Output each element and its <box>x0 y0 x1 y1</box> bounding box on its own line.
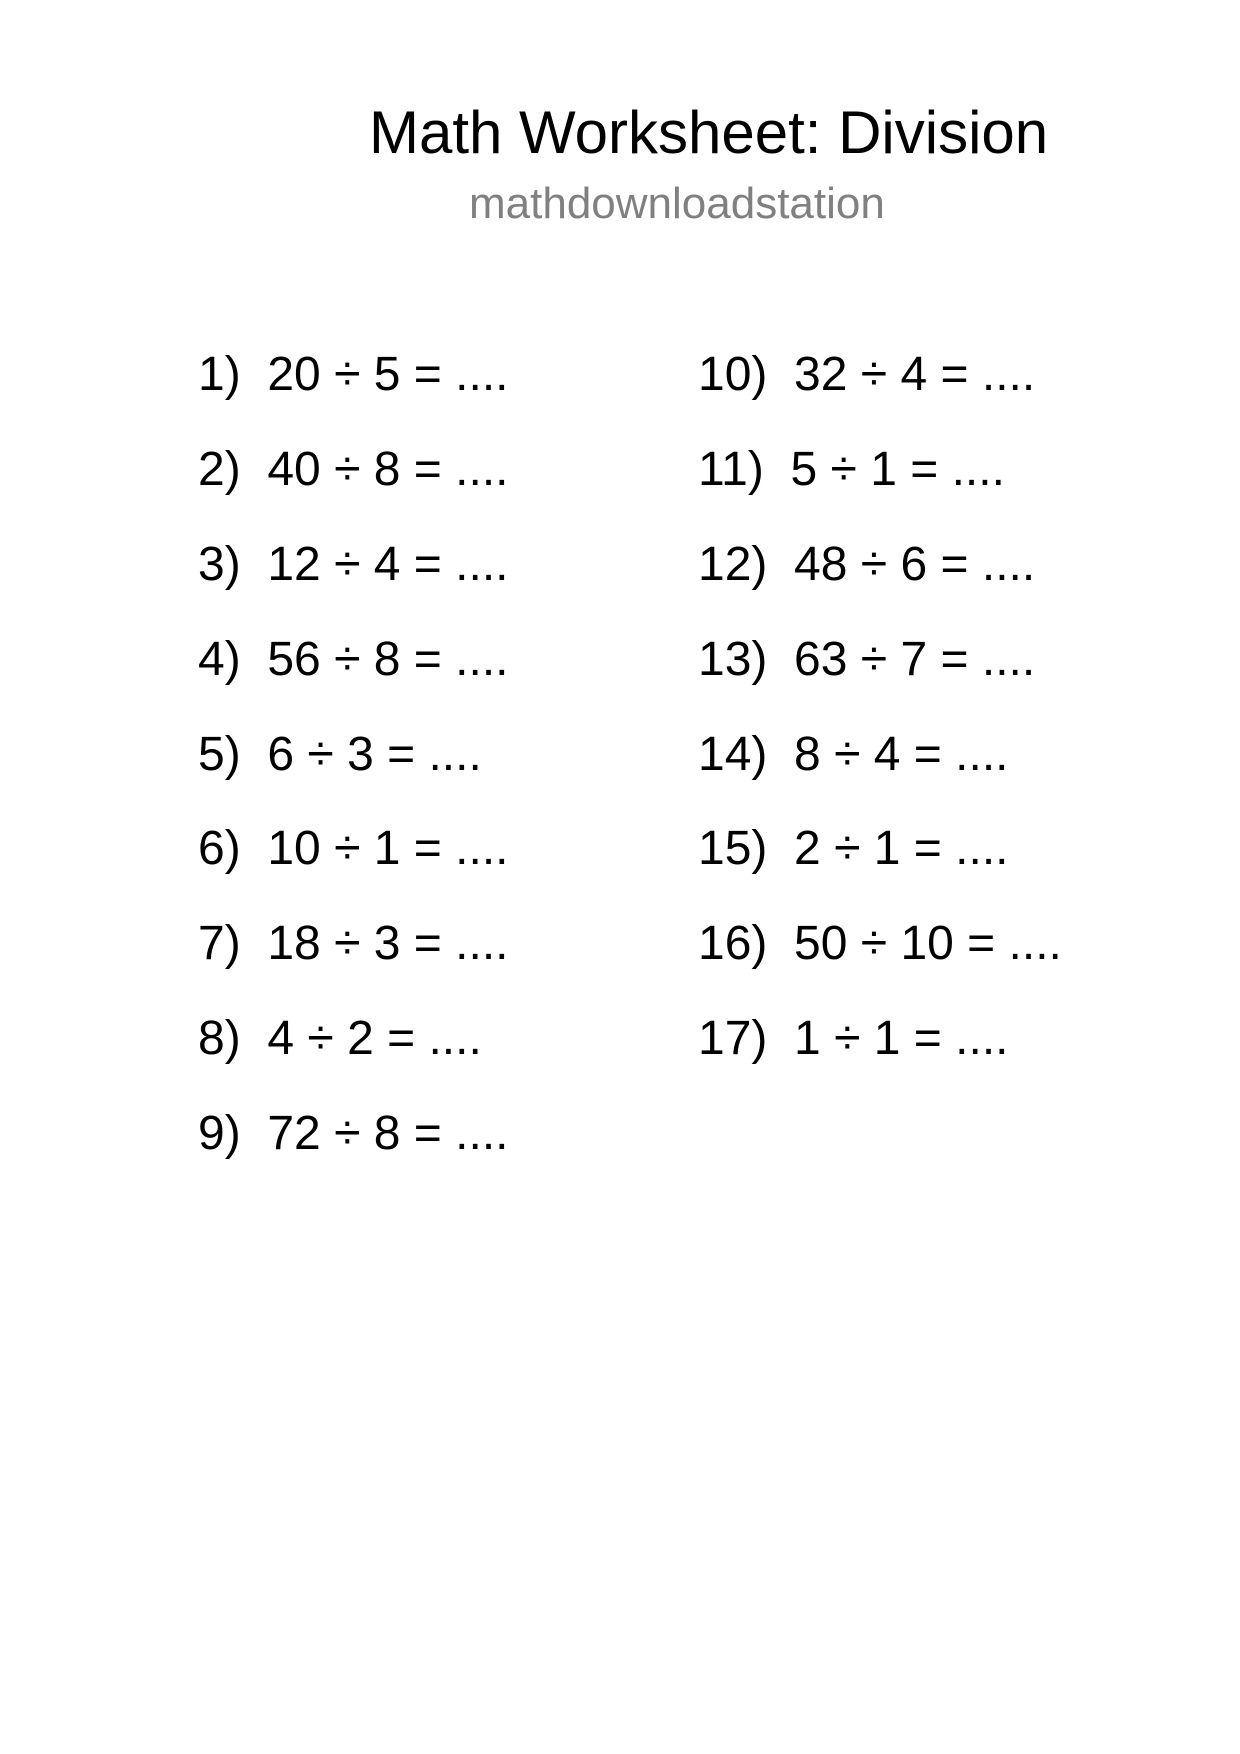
problem-8: 8) 4 ÷ 2 = .... <box>198 1012 482 1066</box>
problem-5: 5) 6 ÷ 3 = .... <box>198 727 482 781</box>
problem-17: 17) 1 ÷ 1 = .... <box>698 1012 1009 1066</box>
problem-10: 10) 32 ÷ 4 = .... <box>698 348 1036 401</box>
problem-9: 9) 72 ÷ 8 = .... <box>198 1107 509 1161</box>
problem-4: 4) 56 ÷ 8 = .... <box>198 632 509 686</box>
problem-13: 13) 63 ÷ 7 = .... <box>698 632 1036 686</box>
problem-7: 7) 18 ÷ 3 = .... <box>198 917 509 971</box>
problem-12: 12) 48 ÷ 6 = .... <box>698 537 1036 591</box>
problem-column-right <box>698 328 1062 1087</box>
problem-6: 6) 10 ÷ 1 = .... <box>198 822 509 876</box>
problem-11: 11) 5 ÷ 1 = .... <box>698 442 1005 496</box>
worksheet-title: Math Worksheet: Division <box>369 99 1049 166</box>
problem-16: 16) 50 ÷ 10 = .... <box>698 917 1062 971</box>
problem-1: 1) 20 ÷ 5 = .... <box>198 348 509 401</box>
problem-2: 2) 40 ÷ 8 = .... <box>198 442 509 496</box>
problem-15: 15) 2 ÷ 1 = .... <box>698 822 1009 876</box>
worksheet-source: mathdownloadstation <box>469 179 885 228</box>
problem-column-left <box>198 328 509 1182</box>
problem-3: 3) 12 ÷ 4 = .... <box>198 537 509 591</box>
problem-14: 14) 8 ÷ 4 = .... <box>698 727 1009 781</box>
